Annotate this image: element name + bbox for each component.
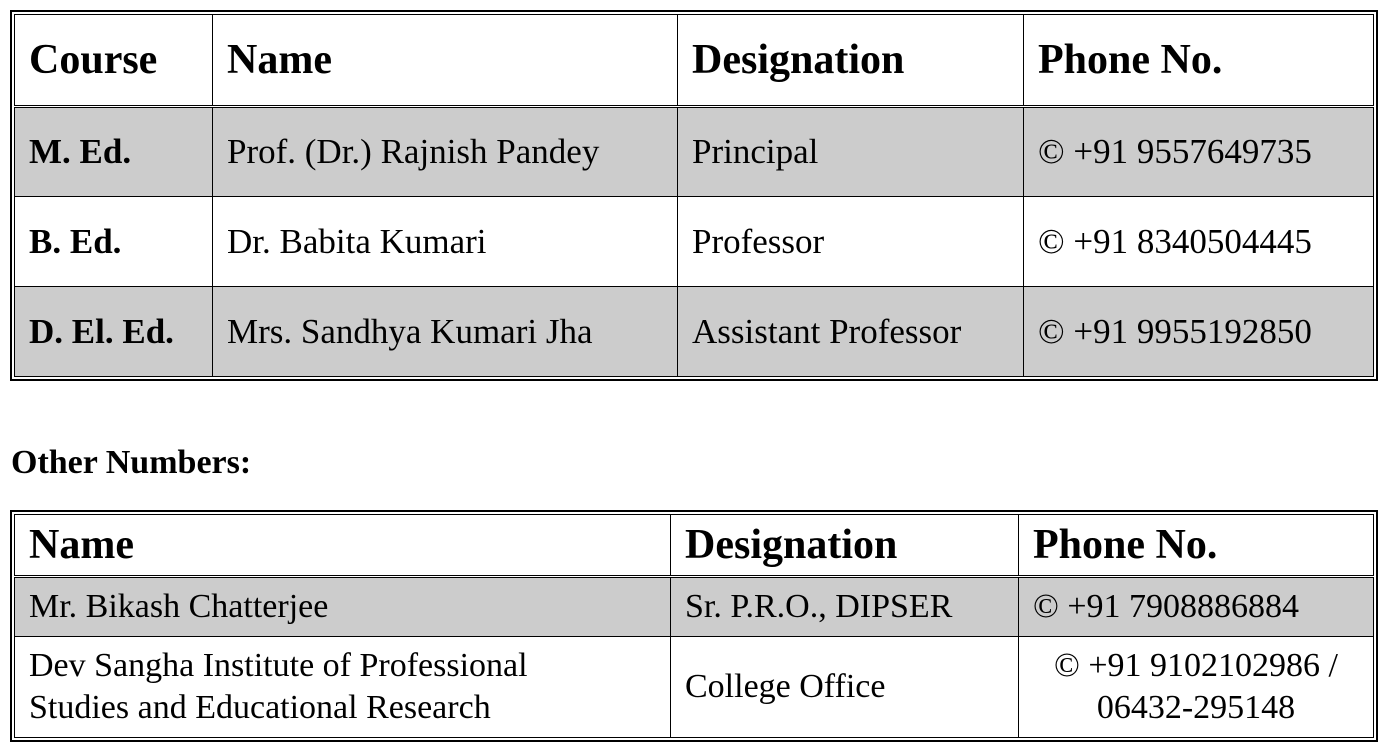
name-cell: Dr. Babita Kumari <box>213 197 678 287</box>
phone-cell: © +91 9955192850 <box>1024 287 1374 377</box>
phone-line-1: © +91 9102102986 / <box>1054 647 1338 685</box>
designation-cell: Professor <box>678 197 1024 287</box>
other-numbers-heading: Other Numbers: <box>11 444 252 481</box>
name-cell: Mrs. Sandhya Kumari Jha <box>213 287 678 377</box>
designation-cell: Assistant Professor <box>678 287 1024 377</box>
name-line-2: Studies and Educational Research <box>29 689 491 727</box>
course-cell: D. El. Ed. <box>15 287 213 377</box>
designation-cell: Principal <box>678 107 1024 197</box>
name-cell <box>15 637 671 738</box>
header-name: Name <box>213 15 678 107</box>
phone-cell: © +91 7908886884 <box>1019 577 1374 637</box>
table-row <box>15 287 1374 377</box>
name-line-1: Dev Sangha Institute of Professional <box>29 647 528 685</box>
table-header-row <box>15 515 1374 577</box>
table-row <box>15 197 1374 287</box>
header-phone: Phone No. <box>1024 15 1374 107</box>
header-designation: Designation <box>678 15 1024 107</box>
phone-cell <box>1019 637 1374 738</box>
other-numbers-table <box>14 514 1374 738</box>
header-name: Name <box>15 515 671 577</box>
course-cell: M. Ed. <box>15 107 213 197</box>
faculty-table-frame <box>10 10 1378 381</box>
table-header-row <box>15 15 1374 107</box>
designation-cell: College Office <box>671 637 1019 738</box>
faculty-contact-table <box>14 14 1374 377</box>
designation-cell: Sr. P.R.O., DIPSER <box>671 577 1019 637</box>
course-cell: B. Ed. <box>15 197 213 287</box>
name-cell: Prof. (Dr.) Rajnish Pandey <box>213 107 678 197</box>
header-course: Course <box>15 15 213 107</box>
other-numbers-table-frame <box>10 510 1378 742</box>
phone-cell: © +91 9557649735 <box>1024 107 1374 197</box>
header-designation: Designation <box>671 515 1019 577</box>
header-phone: Phone No. <box>1019 515 1374 577</box>
phone-cell: © +91 8340504445 <box>1024 197 1374 287</box>
table-row <box>15 107 1374 197</box>
table-row <box>15 637 1374 738</box>
name-cell: Mr. Bikash Chatterjee <box>15 577 671 637</box>
phone-line-2: 06432-295148 <box>1096 689 1296 727</box>
table-row <box>15 577 1374 637</box>
